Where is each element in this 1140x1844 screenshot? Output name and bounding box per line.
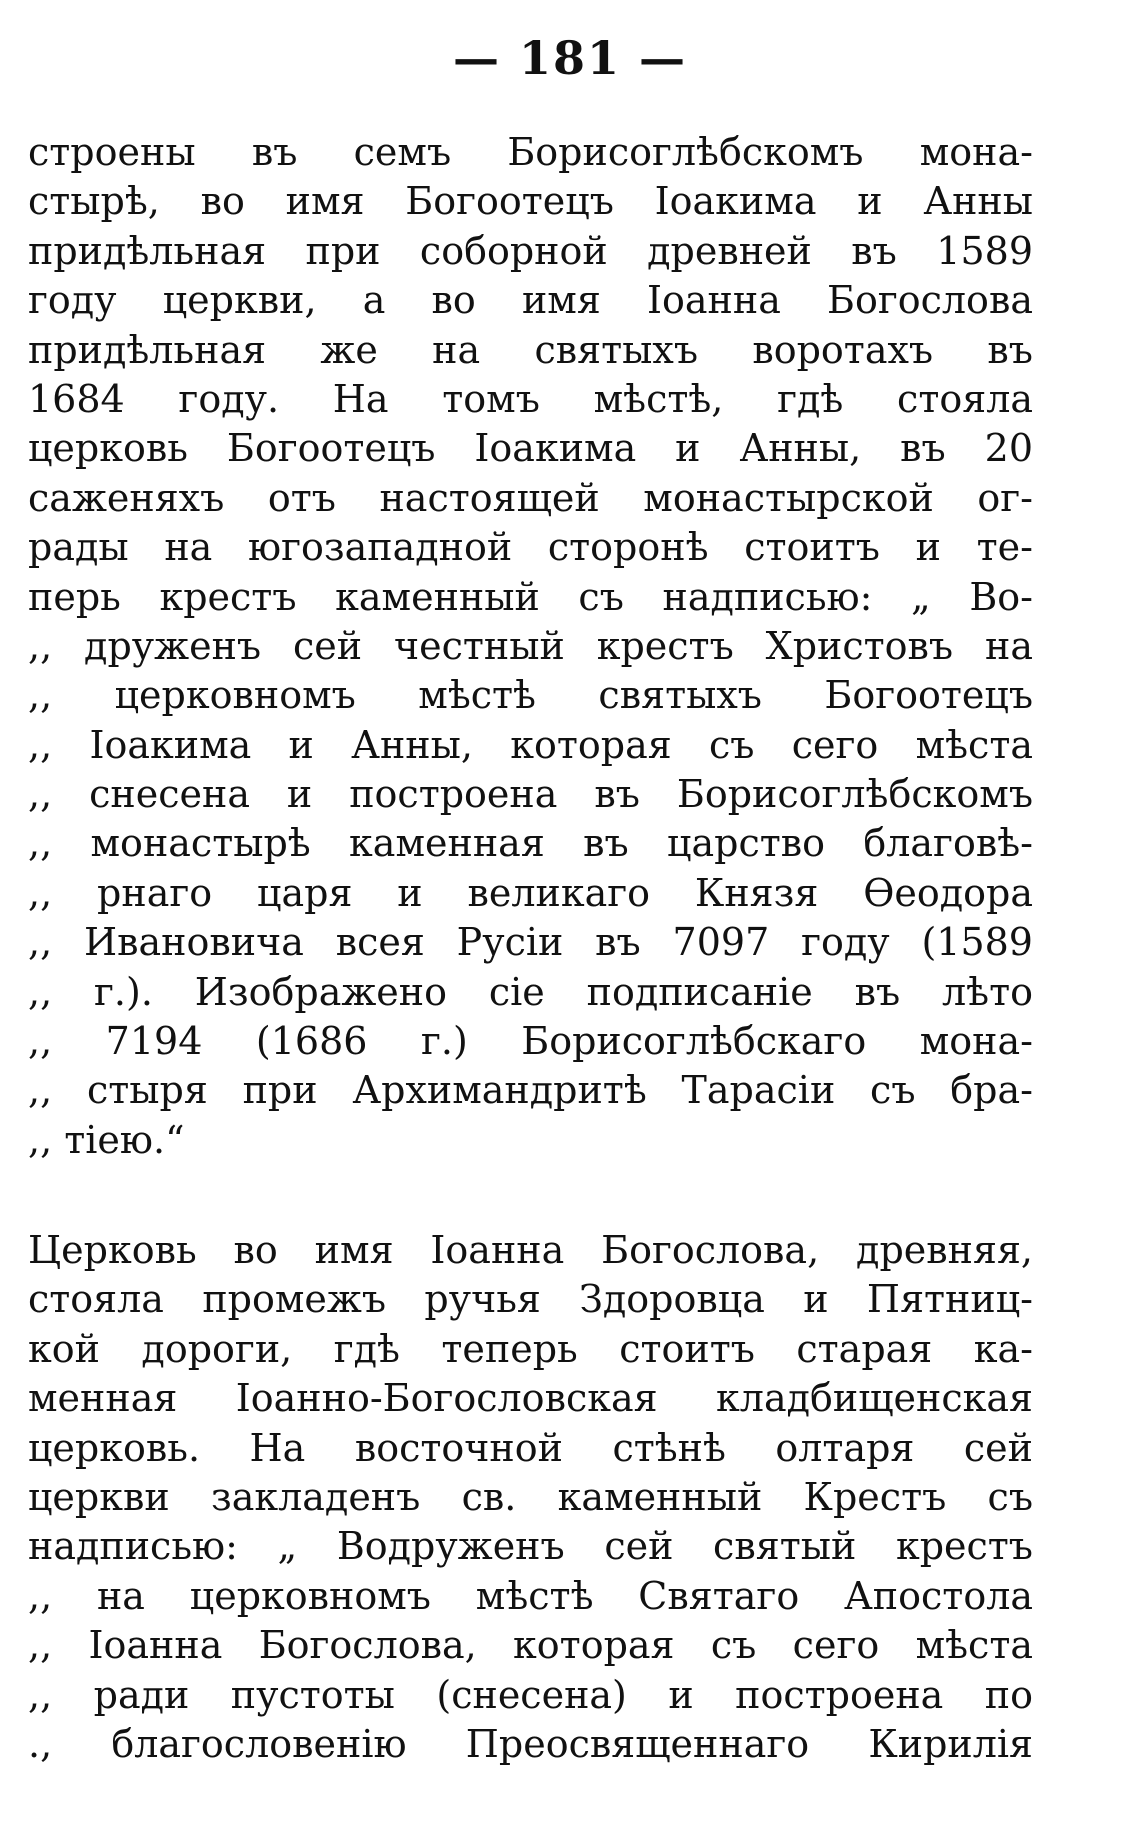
text-line: ,, Ивановича всея Русіи въ 7097 году (1589: [28, 920, 1033, 965]
text-line: ,, стыря при Архимандритѣ Тарасіи съ бра-: [28, 1068, 1033, 1113]
text-line: стояла промежъ ручья Здоровца и Пятниц-: [28, 1277, 1033, 1322]
text-line: церковь Богоотецъ Іоакима и Анны, въ 20: [28, 426, 1033, 471]
text-line: менная Іоанно-Богословская кладбищенская: [28, 1376, 1033, 1421]
paragraph-1: [28, 128, 1033, 1165]
text-line: ,, снесена и построена въ Борисоглѣбскомъ: [28, 772, 1033, 817]
text-line: рады на югозападной сторонѣ стоитъ и те-: [28, 525, 1033, 570]
text-line: церковь. На восточной стѣнѣ олтаря сей: [28, 1425, 1033, 1470]
text-line: 1684 году. На томъ мѣстѣ, гдѣ стояла: [28, 376, 1033, 421]
text-line: стырѣ, во имя Богоотецъ Іоакима и Анны: [28, 179, 1033, 224]
text-line: ,, Іоакима и Анны, которая съ сего мѣста: [28, 722, 1033, 767]
text-line: строены въ семъ Борисоглѣбскомъ мона-: [28, 130, 1033, 174]
paragraph-2: [28, 1226, 1033, 1769]
text-line: церкви закладенъ св. каменный Крестъ съ: [28, 1474, 1033, 1519]
text-line: перь крестъ каменный съ надписью: „ Во-: [28, 574, 1033, 619]
text-line: ,, ради пустоты (снесена) и построена по: [28, 1672, 1033, 1717]
text-line: году церкви, а во имя Іоанна Богослова: [28, 278, 1033, 323]
text-line: ., благословенію Преосвященнаго Кирилія: [28, 1721, 1033, 1766]
text-line: ,, г.). Изображено сіе подписаніе въ лѣто: [28, 969, 1033, 1014]
text-line: придѣльная при соборной древней въ 1589: [28, 228, 1033, 273]
page-number: — 181 —: [452, 31, 688, 85]
text-line: ,, на церковномъ мѣстѣ Святаго Апостола: [28, 1573, 1033, 1618]
text-line: ,, Іоанна Богослова, которая съ сего мѣста: [28, 1623, 1033, 1668]
text-line: ,, монастырѣ каменная въ царство благовѣ-: [28, 821, 1033, 866]
text-line: саженяхъ отъ настоящей монастырской ог-: [28, 475, 1033, 520]
text-line: ,, рнаго царя и великаго Князя Ѳеодора: [28, 870, 1033, 915]
text-line: ,, церковномъ мѣстѣ святыхъ Богоотецъ: [28, 673, 1033, 718]
text-line: кой дороги, гдѣ теперь стоитъ старая ка-: [28, 1326, 1033, 1371]
text-line: надписью: „ Водруженъ сей святый крестъ: [28, 1524, 1033, 1569]
text-line: ,, друженъ сей честный крестъ Христовъ на: [28, 623, 1033, 668]
text-line: придѣльная же на святыхъ воротахъ въ: [28, 327, 1033, 372]
text-line: ,, тіею.“: [28, 1117, 185, 1162]
text-line: ,, 7194 (1686 г.) Борисоглѣбскаго мона-: [28, 1019, 1033, 1064]
text-line: Церковь во имя Іоанна Богослова, древняя,: [28, 1228, 1033, 1272]
